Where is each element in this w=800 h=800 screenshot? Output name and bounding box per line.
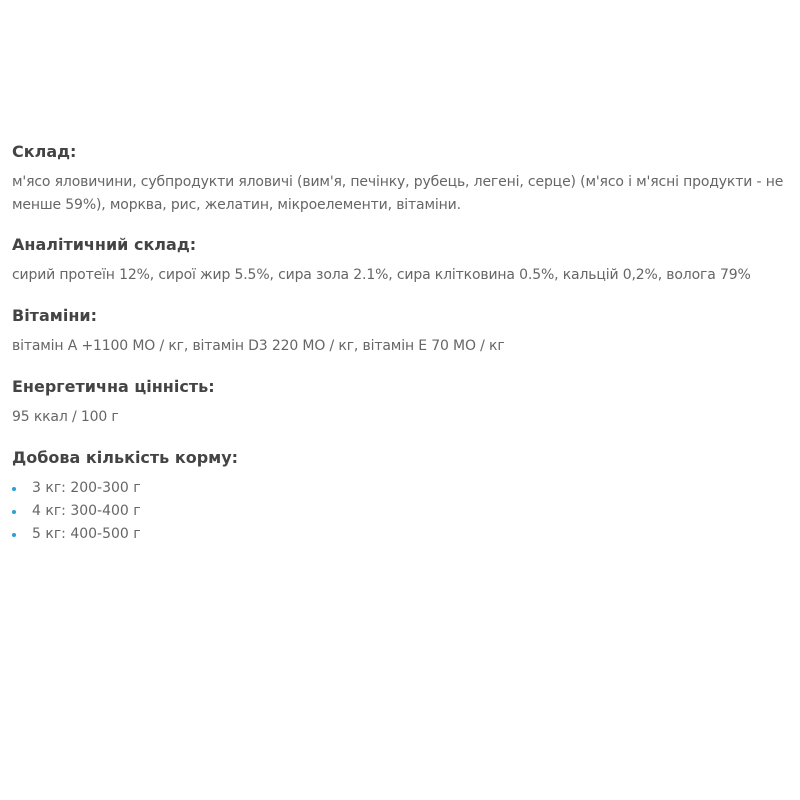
daily-amount-section <box>12 447 796 546</box>
analytic-section <box>12 234 796 287</box>
analytic-heading: Аналітичний склад: <box>12 235 197 254</box>
energy-text: 95 ккал / 100 г <box>12 409 119 425</box>
bullet-icon <box>12 487 16 491</box>
composition-section <box>12 141 796 217</box>
bullet-icon <box>12 533 16 537</box>
vitamins-text: вітамін A +1100 МО / кг, вітамін D3 220 МО / кг, вітамін E 70 МО / кг <box>12 338 505 354</box>
product-description <box>12 141 796 546</box>
list-item-text: 3 кг: 200-300 г <box>32 480 141 496</box>
list-item <box>12 477 796 500</box>
analytic-text: сирий протеїн 12%, сирої жир 5.5%, сира зола 2.1%, сира клітковина 0.5%, кальцій 0,2%, волога 79% <box>12 267 751 283</box>
list-item-text: 4 кг: 300-400 г <box>32 503 141 519</box>
energy-section <box>12 376 796 429</box>
vitamins-section <box>12 305 796 358</box>
bullet-icon <box>12 510 16 514</box>
energy-heading: Енергетична цінність: <box>12 377 215 396</box>
daily-amount-list <box>12 477 796 546</box>
vitamins-heading: Вітаміни: <box>12 306 97 325</box>
composition-text: м'ясо яловичини, субпродукти яловичі (вим'я, печінку, рубець, легені, серце) (м'ясо і м'ясні продукти - не менше 59%), морква, рис, желатин, мікроелементи, вітаміни. <box>12 174 784 213</box>
daily-amount-heading: Добова кількість корму: <box>12 448 239 467</box>
composition-heading: Склад: <box>12 142 77 161</box>
list-item <box>12 500 796 523</box>
list-item <box>12 523 796 546</box>
list-item-text: 5 кг: 400-500 г <box>32 526 141 542</box>
